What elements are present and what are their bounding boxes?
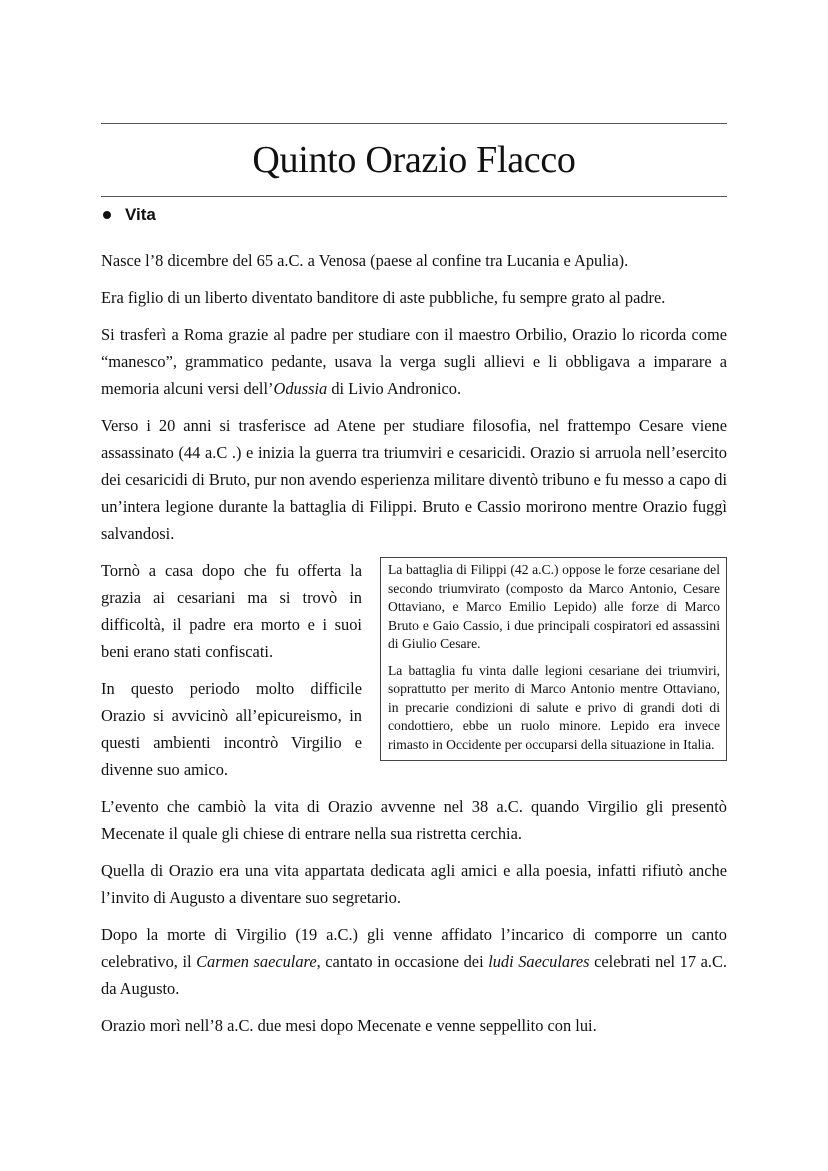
paragraph — [101, 921, 727, 1002]
text: celebrati nel 17 a.C. da Augusto. — [101, 952, 727, 998]
paragraph: L’evento che cambiò la vita di Orazio avvenne nel 38 a.C. quando Virgilio gli presentò Mecenate il quale gli chiese di entrare nella sua ristretta cerchia. — [101, 797, 727, 843]
text: Si trasferì a Roma grazie al padre per studiare con il maestro Orbilio, Orazio lo ricorda come “manesco”, grammatico pedante, usava la verga sugli allievi e li obbligava a imparare a memoria alcuni versi dell’ — [101, 325, 727, 398]
sidebox-paragraph: La battaglia fu vinta dalle legioni cesariane dei triumviri, soprattutto per merito di Marco Antonio mentre Ottaviano, in precarie condizioni di salute e privo di grandi doti di condottiero, ebbe un ruolo minore. Lepido era invece rimasto in Occidente per occuparsi della situazione in Italia. — [388, 662, 720, 752]
paragraph: Orazio morì nell’8 a.C. due mesi dopo Mecenate e venne seppellito con lui. — [101, 1016, 597, 1035]
page-title: Quinto Orazio Flacco — [252, 139, 576, 181]
title-bottom-rule — [101, 196, 727, 197]
section-heading-label: Vita — [125, 205, 156, 224]
text: di Livio Andronico. — [327, 379, 462, 398]
paragraph: In questo periodo molto difficile Orazio si avvicinò all’epicureismo, in questi ambienti incontrò Virgilio e divenne suo amico. — [101, 679, 362, 779]
section-heading — [101, 203, 727, 227]
italic-title: Odussia — [273, 379, 328, 398]
title-top-rule — [101, 123, 727, 124]
paragraph: Verso i 20 anni si trasferisce ad Atene per studiare filosofia, nel frattempo Cesare viene assassinato (44 a.C .) e inizia la guerra tra triumviri e cesaricidi. Orazio si arruola nell’esercito dei cesaricidi di Bruto, pur non avendo esperienza militare diventò tribuno e fu messo a capo di un’intera legione durante la battaglia di Filippi. Bruto e Cassio morirono mentre Orazio fuggì salvandosi. — [101, 416, 727, 543]
text: , cantato in occasione dei — [316, 952, 489, 971]
paragraph: Nasce l’8 dicembre del 65 a.C. a Venosa (paese al confine tra Lucania e Apulia). — [101, 251, 629, 270]
bullet-icon — [103, 211, 111, 219]
sidebox-paragraph: La battaglia di Filippi (42 a.C.) oppose le forze cesariane del secondo triumvirato (composto da Marco Antonio, Cesare Ottaviano, e Marco Emilio Lepido) alle forze di Marco Bruto e Gaio Cassio, i due principali cospiratori ed assassini di Giulio Cesare. — [388, 562, 720, 651]
text: Dopo la morte di Virgilio (19 a.C.) gli venne affidato l’incarico di comporre un canto celebrativo, il — [101, 925, 727, 971]
document-page — [101, 0, 727, 1049]
paragraph: Quella di Orazio era una vita appartata dedicata agli amici e alla poesia, infatti rifiutò anche l’invito di Augusto a diventare suo segretario. — [101, 861, 727, 907]
paragraph: Tornò a casa dopo che fu offerta la grazia ai cesariani ma si trovò in difficoltà, il padre era morto e i suoi beni erano stati confiscati. — [101, 561, 362, 661]
paragraph: Era figlio di un liberto diventato banditore di aste pubbliche, fu sempre grato al padre. — [101, 288, 666, 307]
paragraph — [101, 321, 727, 402]
italic-title: ludi Saeculares — [488, 952, 590, 971]
document-body — [101, 247, 727, 1039]
sidebox — [380, 557, 727, 761]
italic-title: Carmen saeculare — [196, 952, 317, 971]
